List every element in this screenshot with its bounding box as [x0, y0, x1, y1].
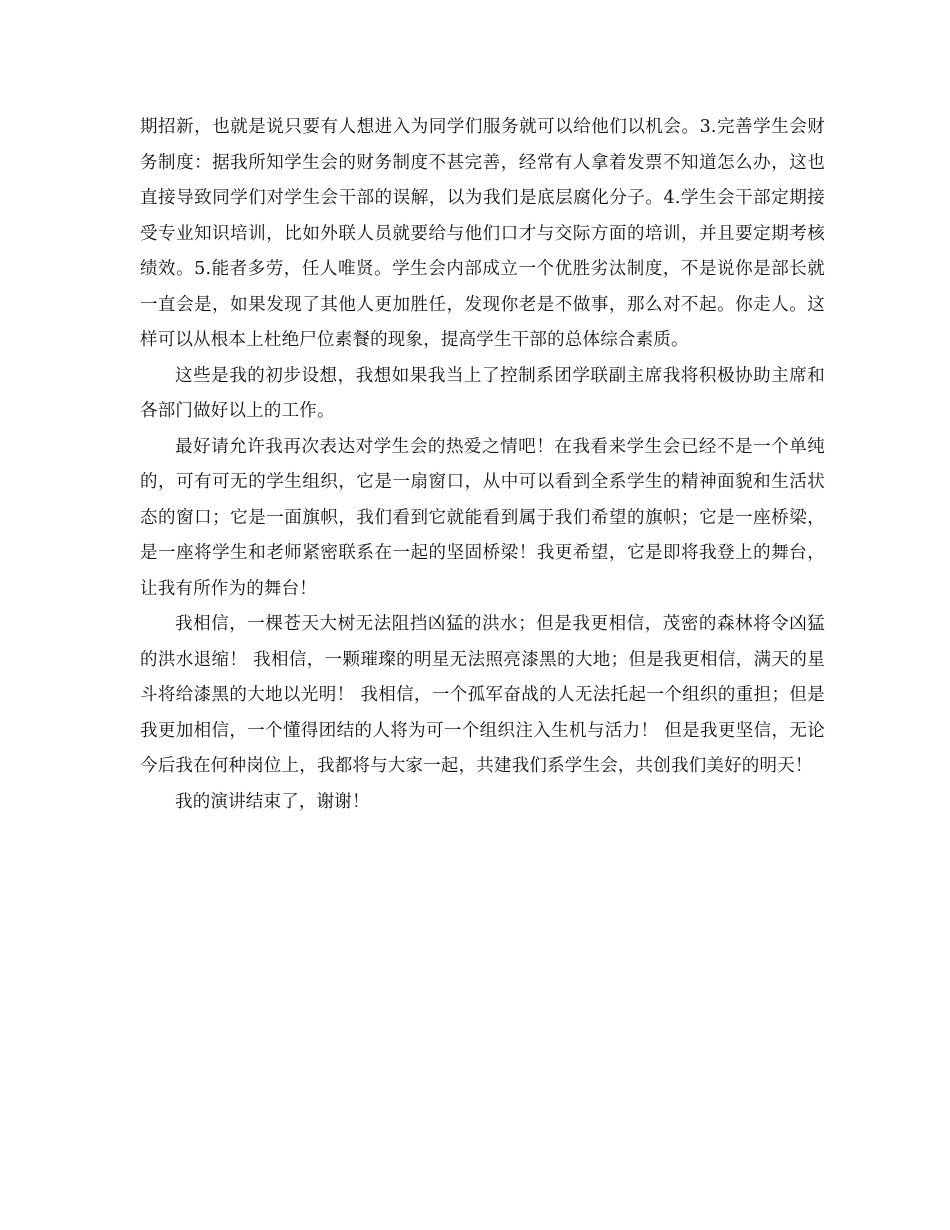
document-body — [140, 110, 825, 820]
paragraph-4: 我相信，一棵苍天大树无法阻挡凶猛的洪水；但是我更相信，茂密的森林将令凶猛的洪水退缩！ 我相信，一颗璀璨的明星无法照亮漆黑的大地；但是我更相信，满天的星斗将给漆黑的大地以光明！ 我相信，一个孤军奋战的人无法托起一个组织的重担；但是我更加相信，一个懂得团结的人将为可一个组织注入生机与活力！ 但是我更坚信，无论今后我在何种岗位上，我都将与大家一起，共建我们系学生会，共创我们美好的明天！ — [140, 614, 825, 776]
paragraph-3: 最好请允许我再次表达对学生会的热爱之情吧！在我看来学生会已经不是一个单纯的，可有可无的学生组织，它是一扇窗口，从中可以看到全系学生的精神面貌和生活状态的窗口；它是一面旗帜，我们看到它就能看到属于我们希望的旗帜；它是一座桥梁，是一座将学生和老师紧密联系在一起的坚固桥梁！我更希望，它是即将我登上的舞台，让我有所作为的舞台！ — [140, 436, 825, 599]
paragraph-5: 我的演讲结束了，谢谢！ — [175, 791, 370, 812]
paragraph-2: 这些是我的初步设想，我想如果我当上了控制系团学联副主席我将积极协助主席和各部门做好以上的工作。 — [140, 365, 825, 421]
paragraph-1: 期招新，也就是说只要有人想进入为同学们服务就可以给他们以机会。3.完善学生会财务制度：据我所知学生会的财务制度不甚完善，经常有人拿着发票不知道怎么办，这也直接导致同学们对学生会干部的误解，以为我们是底层腐化分子。4.学生会干部定期接受专业知识培训，比如外联人员就要给与他们口才与交际方面的培训，并且要定期考核绩效。5.能者多劳，任人唯贤。学生会内部成立一个优胜劣汰制度，不是说你是部长就一直会是，如果发现了其他人更加胜任，发现你老是不做事，那么对不起。你走人。这样可以从根本上杜绝尸位素餐的现象，提高学生干部的总体综合素质。 — [140, 117, 825, 350]
